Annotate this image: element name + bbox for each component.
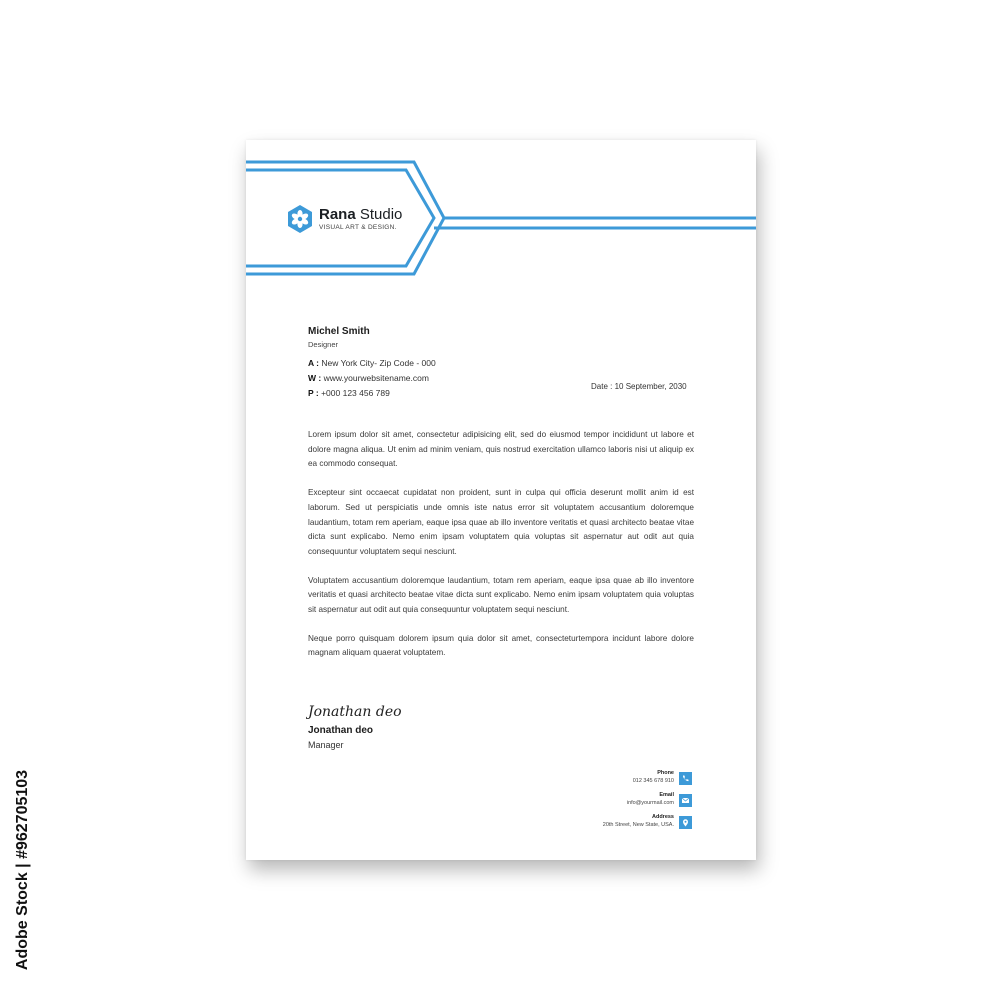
footer-phone-label: Phone xyxy=(657,770,674,776)
flower-hexagon-icon xyxy=(286,204,314,234)
footer-phone xyxy=(492,770,692,792)
recipient-website: W : www.yourwebsitename.com xyxy=(308,373,429,383)
signer-role: Manager xyxy=(308,740,344,750)
brand-logo xyxy=(286,204,446,238)
stock-credit xyxy=(2,745,44,995)
body-paragraph: Neque porro quisquam dolorem ipsum quia dolor sit amet, consecteturtempora incidunt labore dolore magnam aliquam quaerat voluptatem. xyxy=(308,633,694,658)
brand-name: Rana Studio xyxy=(319,206,403,223)
footer-address-label: Address xyxy=(651,814,674,820)
footer-email xyxy=(492,792,692,814)
footer-address xyxy=(492,814,692,836)
body-paragraph: Lorem ipsum dolor sit amet, consectetur adipisicing elit, sed do eiusmod tempor incididunt ut labore et dolore magna aliqua. Ut enim ad minim veniam, quis nostrud exercitation ullamco laboris nisi ut aliquip ex ea commodo consequat. xyxy=(308,430,694,469)
recipient-address: A : New York City- Zip Code - 000 xyxy=(308,358,436,368)
phone-icon xyxy=(679,772,692,785)
body-paragraph: Excepteur sint occaecat cupidatat non proident, sunt in culpa qui officia deserunt mollit anim id est laborum. Sed ut perspiciatis unde omnis iste natus error sit voluptatem accusantium doloremque laudantium, totam rem aperiam, eaque ipsa quae ab illo inventore veritatis et quasi architecto beatae vitae dicta sunt explicabo. Nemo enim ipsam voluptatem quia voluptas sit aspernatur aut odit aut quia consequuntur voluptatem sequi nesciunt. xyxy=(308,488,694,556)
body-paragraph: Voluptatem accusantium doloremque laudantium, totam rem aperiam, eaque ipsa quae ab illo inventore veritatis et quasi architecto beatae vitae dicta sunt explicabo. Nemo enim ipsam voluptatem quia voluptas sit aspernatur aut odit aut quia consequuntur voluptatem sequi nesciunt. xyxy=(308,575,694,615)
recipient-block xyxy=(308,326,508,398)
letter-date: Date : 10 September, 2030 xyxy=(591,382,687,391)
signer-name: Jonathan deo xyxy=(308,725,374,736)
footer-email-value: info@yourmail.com xyxy=(626,800,674,806)
signer-block xyxy=(308,725,373,750)
footer-phone-value: 012 345 678 910 xyxy=(632,778,674,784)
location-pin-icon xyxy=(679,816,692,829)
footer-address-value: 20th Street, New State, USA. xyxy=(602,822,674,828)
handwritten-signature xyxy=(306,696,416,724)
recipient-title: Designer xyxy=(308,340,339,349)
footer-contact xyxy=(492,770,692,836)
footer-email-label: Email xyxy=(659,792,674,798)
letter-body xyxy=(308,428,694,675)
svg-text:Jonathan deo: Jonathan deo xyxy=(308,704,402,720)
stock-credit-text: Adobe Stock | #962705103 xyxy=(14,769,31,971)
recipient-phone: P : +000 123 456 789 xyxy=(308,388,390,398)
envelope-icon xyxy=(679,794,692,807)
brand-tagline: VISUAL ART & DESIGN. xyxy=(319,224,397,231)
recipient-name: Michel Smith xyxy=(308,326,370,337)
letterhead-page xyxy=(246,140,756,860)
